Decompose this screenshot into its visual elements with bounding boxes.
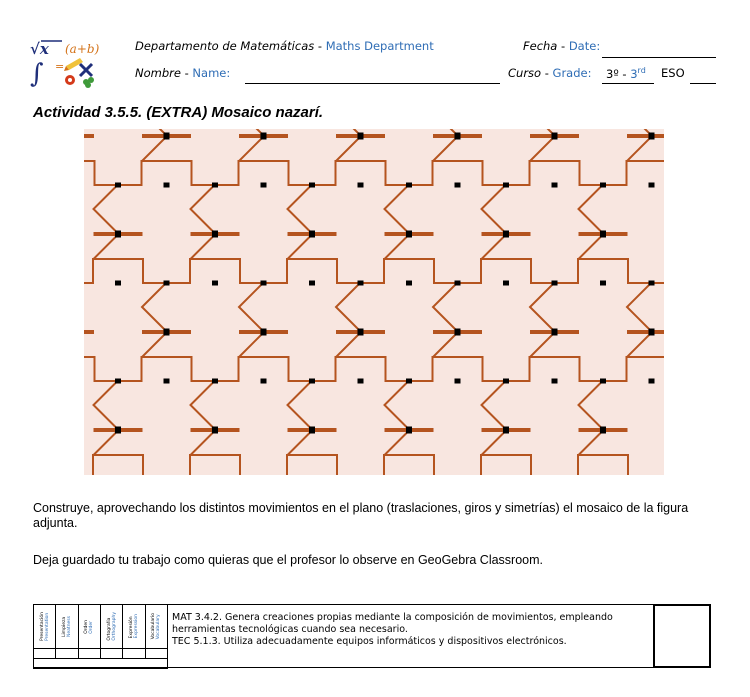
name-label [135,66,230,80]
grade-field[interactable] [602,83,654,84]
mosaic-vertex [309,183,314,188]
grade-level: ESO [661,66,685,80]
logo-sqrt: √x [30,40,49,58]
mosaic-vertex [503,183,508,188]
course-es: Curso [508,66,542,80]
date-label [523,39,600,53]
mosaic-vertex [164,331,169,336]
mosaic-vertex [261,379,266,384]
rubric-bottom-line [33,667,709,668]
mosaic-vertex [164,135,169,140]
gear-icon [65,75,75,85]
mosaic-vertex [261,135,266,140]
rubric-score-4[interactable] [100,649,122,659]
logo-integral: ∫ [30,59,44,88]
mosaic-vertex [115,429,120,434]
rubric-score-6[interactable] [145,649,167,659]
mosaic-vertex [552,331,557,336]
course-label [508,66,591,80]
mosaic-vertex [358,281,363,286]
date-sep: - [557,39,569,53]
mosaic-vertex [358,331,363,336]
mosaic-vertex [406,233,411,238]
rubric-table [33,604,168,669]
date-field[interactable] [602,57,716,58]
mosaic-vertex [649,135,654,140]
grade-es: 3º [606,66,619,81]
mosaic-vertex [212,379,217,384]
grade-level-field[interactable] [690,83,716,84]
rubric-col-neatness: Limpieza Neatness [56,605,78,649]
mosaic-vertex [552,379,557,384]
instruction-save: Deja guardado tu trabajo como quieras que el profesor lo observe en GeoGebra Classroom. [33,553,544,567]
mosaic-vertex [212,429,217,434]
mosaic-vertex [358,183,363,188]
mosaic-vertex [503,233,508,238]
mosaic-tiles [84,129,664,475]
mosaic-vertex [212,183,217,188]
mosaic-vertex [261,281,266,286]
mosaic-vertex [600,379,605,384]
mosaic-vertex [309,379,314,384]
rubric-criteria [172,612,642,648]
mosaic-vertex [455,331,460,336]
mosaic-vertex [164,183,169,188]
mosaic-vertex [164,379,169,384]
mosaic-vertex [503,429,508,434]
date-en: Date: [568,39,601,53]
mosaic-vertex [455,281,460,286]
mosaic-vertex [455,135,460,140]
maths-logo [28,36,110,88]
logo-paren-expr: (a+b) [65,42,100,56]
mosaic-vertex [455,183,460,188]
mosaic-vertex [406,183,411,188]
mosaic-vertex [358,135,363,140]
rubric-col-vocabulary: Vocabulario Vocabulary [145,605,167,649]
grade-box[interactable] [653,604,711,668]
rubric-col-order: Orden Order [78,605,100,649]
mosaic-vertex [503,379,508,384]
instruction-construct: Construye, aprovechando los distintos movimientos en el plano (traslaciones, giros y simetrías) el mosaico de la figura adjunta. [33,501,689,530]
mosaic-vertex [212,233,217,238]
mosaic-vertex [212,281,217,286]
grade-value [606,66,646,81]
mosaic-vertex [115,183,120,188]
mosaic-vertex [552,183,557,188]
cross-icon [80,64,92,76]
mosaic-vertex [261,183,266,188]
grade-sep: - [618,66,631,81]
mosaic-vertex [261,331,266,336]
grade-sup: rd [637,66,646,75]
mosaic-vertex [552,135,557,140]
name-field[interactable] [245,83,500,84]
mosaic-vertex [115,379,120,384]
mosaic-vertex [649,281,654,286]
mosaic-vertex [406,379,411,384]
rubric-col-presentation: Presentación Presentation [34,605,56,649]
mosaic-vertex [503,281,508,286]
flower-icon [83,77,94,88]
mosaic-vertex [455,379,460,384]
department-en: Maths Department [325,39,434,53]
name-sep: - [180,66,193,80]
rubric-score-3[interactable] [78,649,100,659]
activity-title: Actividad 3.5.5. (EXTRA) Mosaico nazarí. [33,104,324,121]
logo-equals: = [55,60,65,73]
rubric-col-expression: Expresión Expression [123,605,145,649]
department-label [135,39,434,53]
mosaic-vertex [406,429,411,434]
rubric-top-line [33,604,709,605]
mosaic-vertex [649,183,654,188]
course-sep: - [541,66,553,80]
mosaic-vertex [164,281,169,286]
mosaic-vertex [358,379,363,384]
criterion-mat: MAT 3.4.2. Genera creaciones propias mediante la composición de movimientos, empleando herramientas tecnológicas cuando sea necesario. [172,612,613,635]
mosaic-vertex [406,281,411,286]
mosaic-vertex [309,281,314,286]
mosaic-vertex [600,429,605,434]
department-es: Departamento de Matemáticas [135,39,315,53]
mosaic-vertex [600,233,605,238]
rubric-score-5[interactable] [123,649,145,659]
mosaic-vertex [309,429,314,434]
rubric-score-2[interactable] [56,649,78,659]
name-en: Name: [192,66,231,80]
date-es: Fecha [523,39,558,53]
criterion-tec: TEC 5.1.3. Utiliza adecuadamente equipos informáticos y dispositivos electrónicos. [172,636,567,647]
grade-en: 3 [630,66,638,81]
mosaic-vertex [552,281,557,286]
nasrid-mosaic [84,129,664,475]
name-es: Nombre [135,66,181,80]
mosaic-vertex [600,183,605,188]
mosaic-vertex [309,233,314,238]
rubric-score-1[interactable] [34,649,56,659]
department-sep: - [314,39,326,53]
mosaic-vertex [600,281,605,286]
mosaic-vertex [649,331,654,336]
rubric-box [33,604,709,668]
course-en: Grade: [552,66,592,80]
mosaic-vertex [649,379,654,384]
mosaic-vertex [115,281,120,286]
rubric-col-orthography: Ortografía Orthography [100,605,122,649]
mosaic-vertex [115,233,120,238]
